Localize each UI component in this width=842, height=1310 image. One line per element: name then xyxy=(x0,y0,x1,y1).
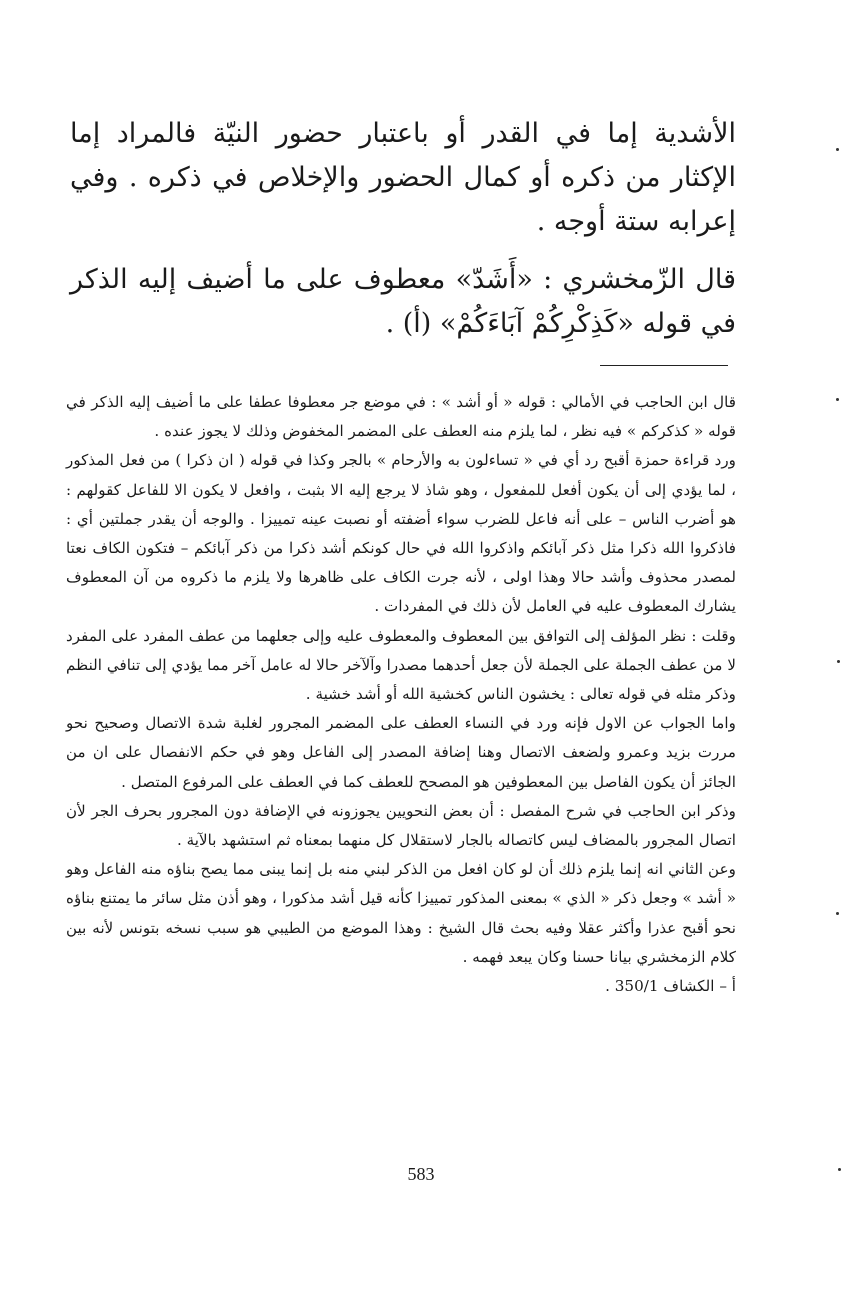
scan-speck xyxy=(836,398,839,401)
scan-speck xyxy=(837,660,840,663)
scan-speck xyxy=(836,148,839,151)
footnote-paragraph: وذكر ابن الحاجب في شرح المفصل : أن بعض النحويين يجوزونه في الإضافة دون المجرور بحرف الجر لأن اتصال المجرور بالمضاف ليس كاتصاله بالجار لاستقلال كل منهما بمعناه ثم استشهد بالآية . xyxy=(66,801,736,850)
footnote-paragraph: واما الجواب عن الاول فإنه ورد في النساء العطف على المضمر المجرور لغلبة شدة الاتصال وصحيح نحو مررت بزيد وعمرو ولضعف الاتصال وهنا إضافة المصدر إلى الفاعل وهو في حكم الانفصال على ان من الجائز أن يكون الفاصل بين المعطوفين هو المصحح للعطف كما في العطف على المرفوع المتصل . xyxy=(66,714,736,791)
main-text xyxy=(70,112,736,346)
footnote-paragraph: وعن الثاني انه إنما يلزم ذلك أن لو كان افعل من الذكر لبني منه بل إنما يبنى مما يصح بناؤه منه الفاعل وهو « أشد » وجعل ذكر « الذي » بمعنى المذكور تمييزا كأنه قيل أشد مذكورا ، وهو أذن مثل سائر ما يمتنع بناؤه نحو أقبح عذرا وأكثر عقلا وفيه بحث قال الشيخ : وهذا الموضع من الطيبي هو سبب نسخه بتونس لأنه بين كلام الزمخشري بيانا حسنا وكان يبعد فهمه . xyxy=(66,860,736,966)
footnote-paragraph: وقلت : نظر المؤلف إلى التوافق بين المعطوف والمعطوف عليه وإلى جعلهما من عطف المفرد على المفرد لا من عطف الجملة على الجملة لأن جعل أحدهما مصدرا وآلآخر حالا له عامل آخر مما يؤدي إلى تنافي النظم وذكر مثله في قوله تعالى : يخشون الناس كخشية الله أو أشد خشية . xyxy=(66,626,736,704)
main-paragraph: الأشدية إما في القدر أو باعتبار حضور النيّة فالمراد إما الإكثار من ذكره أو كمال الحضور والإخلاص في ذكره . وفي إعرابه ستة أوجه . xyxy=(70,118,736,237)
source-reference: أ – الكشاف 350/1 . xyxy=(605,977,736,996)
main-paragraph: قال الزّمخشري : «أَشَدّ» معطوف على ما أضيف إليه الذكر في قوله «كَذِكْرِكُمْ آبَاءَكُمْ» (أ) . xyxy=(70,264,736,339)
page-number: 583 xyxy=(407,1164,435,1184)
scan-speck xyxy=(836,912,839,915)
scan-speck xyxy=(838,1168,841,1171)
footnote-separator xyxy=(600,365,728,366)
footnote-paragraph: ورد قراءة حمزة أقبح رد أي في « تساءلون به والأرحام » بالجر وكذا في قوله ( ان ذكرا ) من فعل المذكور ، لما يؤدي إلى أن يكون أفعل للمفعول ، وهو شاذ لا يرجع إليه الا بثبت ، وافعل لا يكون الا للفاعل كقولهم : هو أضرب الناس – على أنه فاعل للضرب سواء أضفته أو نصبت عينه تمييزا . والوجه أن يقدر جملتين أي : فاذكروا الله ذكرا مثل ذكر آبائكم واذكروا الله في حال كونكم أشد ذكرا من ذكر آبائكم – فتكون الكاف نعتا لمصدر محذوف وأشد حالا وهذا اولى ، لأنه جرت الكاف على ظاهرها ولا يلزم ما ذكروه من آن المعطوف يشارك المعطوف عليه في العامل لأن ذلك في المفردات . xyxy=(66,451,736,616)
footnote-paragraph: قال ابن الحاجب في الأمالي : قوله « أو أشد » : في موضع جر معطوفا عطفا على ما أضيف إليه الذكر في قوله « كذكركم » فيه نظر ، لما يلزم منه العطف على المضمر المخفوض وذلك لا يجوز عنده . xyxy=(66,393,736,441)
footnotes xyxy=(66,388,736,1001)
